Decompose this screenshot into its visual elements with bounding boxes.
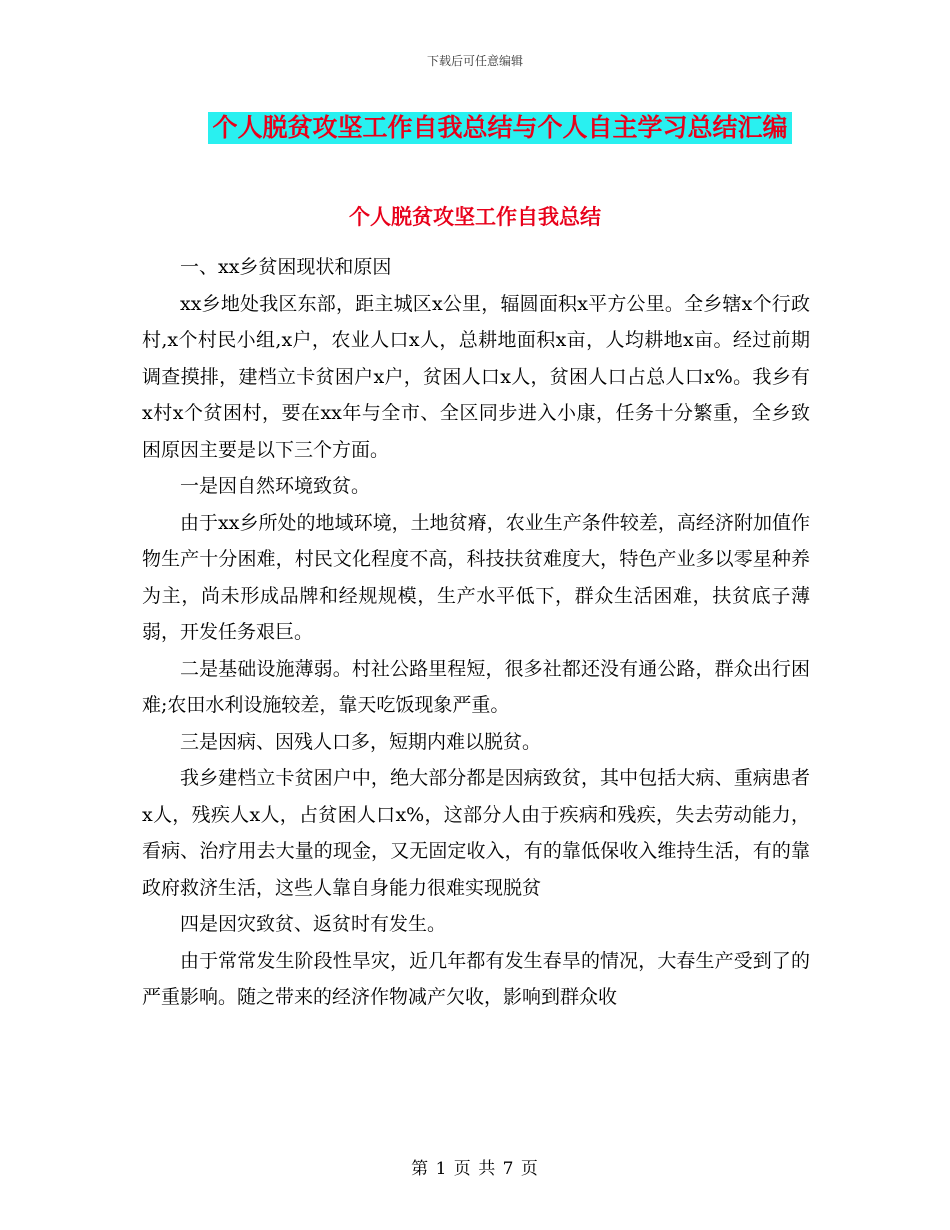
main-title-wrap <box>0 112 950 144</box>
header-note: 下载后可任意编辑 <box>426 54 523 68</box>
paragraph: xx乡地处我区东部，距主城区x公里，辐圆面积x平方公里。全乡辖x个行政村,x个村民小组,x户，农业人口x人，总耕地面积x亩，人均耕地x亩。经过前期调查摸排，建档立卡贫困户x户，贫困人口x人，贫困人口占总人口x%。我乡有x村x个贫困村，要在xx年与全市、全区同步进入小康，任务十分繁重，全乡致困原因主要是以下三个方面。 <box>142 292 810 461</box>
paragraph: 由于xx乡所处的地域环境，土地贫瘠，农业生产条件较差，高经济附加值作物生产十分困难，村民文化程度不高，科技扶贫难度大，特色产业多以零星种养为主，尚未形成品牌和经规规模，生产水平低下，群众生活困难，扶贫底子薄弱，开发任务艰巨。 <box>142 511 810 643</box>
paragraph: 二是基础设施薄弱。村社公路里程短，很多社都还没有通公路，群众出行困难;农田水利设施较差，靠天吃饭现象严重。 <box>142 657 810 716</box>
paragraph: 一、xx乡贫困现状和原因 <box>180 256 392 278</box>
main-title: 个人脱贫攻坚工作自我总结与个人自主学习总结汇编 <box>208 112 791 144</box>
page-number: 第 1 页 共 7 页 <box>411 1159 539 1179</box>
paragraph: 一是因自然环境致贫。 <box>180 475 371 497</box>
paragraph: 我乡建档立卡贫困户中，绝大部分都是因病致贫，其中包括大病、重病患者x人，残疾人x人，占贫困人口x%，这部分人由于疾病和残疾，失去劳动能力，看病、治疗用去大量的现金，又无固定收入，有的靠低保收入维持生活，有的靠政府救济生活，这些人靠自身能力很难实现脱贫 <box>142 767 810 899</box>
paragraph: 三是因病、因残人口多，短期内难以脱贫。 <box>180 730 542 753</box>
section-title: 个人脱贫攻坚工作自我总结 <box>349 205 601 229</box>
document-body <box>142 249 810 1016</box>
paragraph: 由于常常发生阶段性旱灾，近几年都有发生春旱的情况，大春生产受到了的严重影响。随之带来的经济作物减产欠收，影响到群众收 <box>142 949 810 1008</box>
paragraph: 四是因灾致贫、返贫时有发生。 <box>180 913 447 935</box>
